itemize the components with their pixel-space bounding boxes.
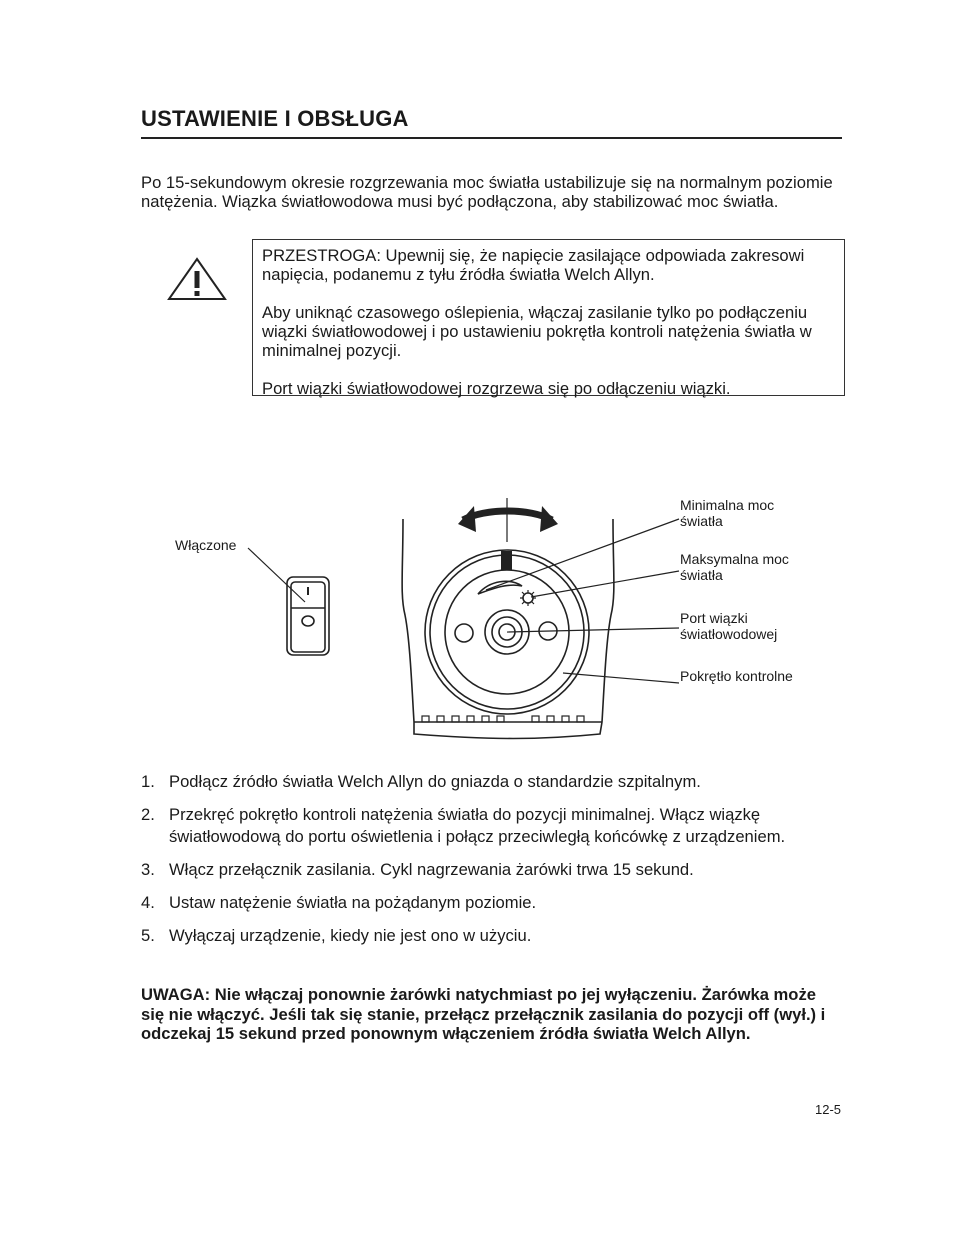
section-heading: USTAWIENIE I OBSŁUGA (141, 106, 409, 131)
step-number: 1. (141, 772, 155, 791)
list-item (141, 892, 846, 914)
label-min-light (680, 498, 774, 529)
step-number: 4. (141, 893, 155, 912)
caution-paragraph: Port wiązki światłowodowej rozgrzewa się po odłączeniu wiązki. (262, 379, 731, 398)
caution-paragraph: Aby uniknąć czasowego oślepienia, włączaj zasilanie tylko po podłączeniu wiązki światłowodowej i po ustawieniu pokrętła kontroli natężenia światła w minimalnej pozycji. (262, 303, 812, 360)
list-item (141, 925, 846, 947)
note-paragraph: UWAGA: Nie włączaj ponownie żarówki natychmiast po jej wyłączeniu. Żarówka może się nie włączyć. Jeśli tak się stanie, przełącz przełącznik zasilania do pozycji off (wył.) i odczekaj 15 sekund przed ponownym włączeniem źródła światła Welch Allyn. (141, 985, 826, 1043)
caution-box (252, 239, 845, 396)
label-line: światłowodowej (680, 625, 778, 642)
label-power-on: Włączone (175, 537, 237, 553)
step-text: Podłącz źródło światła Welch Allyn do gniazda o standardzie szpitalnym. (169, 772, 701, 791)
heading-divider (141, 137, 842, 139)
step-number: 2. (141, 805, 155, 824)
label-line: Maksymalna moc (680, 551, 789, 567)
label-line: Minimalna moc (680, 497, 775, 513)
setup-steps-list (141, 771, 846, 958)
caution-paragraph: PRZESTROGA: Upewnij się, że napięcie zasilające odpowiada zakresowi napięcia, podanemu z tyłu źródła światła Welch Allyn. (262, 246, 805, 284)
label-line: światła (680, 566, 723, 583)
label-line: Port wiązki (680, 610, 748, 626)
label-max-light (680, 552, 789, 583)
step-text: Przekręć pokrętło kontroli natężenia światła do pozycji minimalnej. Włącz wiązkę światłowodową do portu oświetlenia i połącz przeciwległą końcówkę z urządzeniem. (169, 805, 786, 846)
step-text: Ustaw natężenie światła na pożądanym poziomie. (169, 893, 537, 912)
step-number: 3. (141, 860, 155, 879)
label-line: światła (680, 512, 723, 529)
step-number: 5. (141, 926, 155, 945)
list-item (141, 771, 846, 793)
step-text: Wyłączaj urządzenie, kiedy nie jest ono w użyciu. (169, 926, 532, 945)
step-text: Włącz przełącznik zasilania. Cykl nagrzewania żarówki trwa 15 sekund. (169, 860, 694, 879)
label-fiber-port (680, 611, 777, 642)
indicator-mark (501, 551, 512, 570)
label-control-knob: Pokrętło kontrolne (680, 668, 793, 684)
warning-triangle-icon (167, 257, 227, 301)
intro-paragraph: Po 15-sekundowym okresie rozgrzewania moc światła ustabilizuje się na normalnym poziomie natężenia. Wiązka światłowodowa musi być podłączona, aby stabilizować moc światła. (141, 173, 833, 211)
page-number: 12-5 (815, 1102, 842, 1117)
light-source-diagram (160, 490, 860, 750)
list-item (141, 859, 846, 881)
list-item (141, 804, 846, 848)
